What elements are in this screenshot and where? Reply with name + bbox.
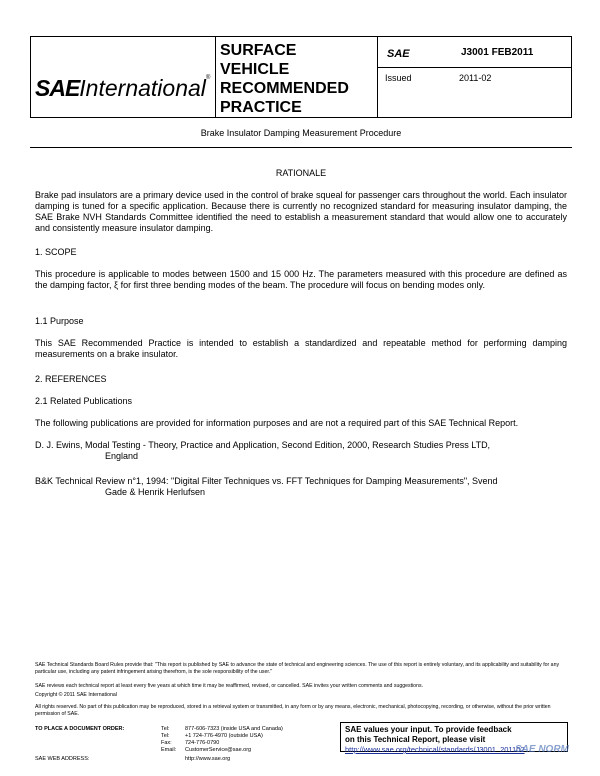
document-type: SURFACE VEHICLE RECOMMENDED PRACTICE: [220, 42, 349, 116]
sae-mark: SAE: [387, 48, 410, 60]
rationale-text: Brake pad insulators are a primary device used in the control of brake squeal for passenger cars throughout the world. Each insulator damping is tuned for a specific application. Because there is currently no recognized standard for measuring insulator damping, the SAE Brake NVH Standards Committee identified the need to establish a measurement standard that would allow one to accurately and consistently measure insulator damping.: [35, 190, 567, 233]
footer-rights: All rights reserved. No part of this publication may be reproduced, stored in a retrieval system or transmitted, in any form or by any means, electronic, mechanical, photocopying, recording, or otherwise, without the prior written permission of SAE.: [35, 704, 551, 717]
references-intro: The following publications are provided for information purposes and are not a required part of this SAE Technical Report.: [35, 418, 519, 428]
footer-copyright: Copyright © 2011 SAE International: [35, 692, 117, 698]
purpose-text: This SAE Recommended Practice is intended to establish a standardized and repeatable method for performing damping measurements on a brake insulator.: [35, 338, 567, 359]
footer-policy: SAE Technical Standards Board Rules provide that: "This report is published by SAE to advance the state of technical and engineering sciences. The use of this report is entirely voluntary, and its applicability and suitability for any particular use, including any patent infringement arising therefrom, is the sole responsibility of the user.": [35, 662, 560, 675]
issued-label: Issued: [385, 73, 412, 83]
footer-review: SAE reviews each technical report at least every five years at which time it may be reaffirmed, revised, or cancelled. SAE invites your written comments and suggestions.: [35, 683, 423, 689]
document-title: Brake Insulator Damping Measurement Procedure: [200, 128, 402, 138]
reference-item: D. J. Ewins, Modal Testing - Theory, Practice and Application, Second Edition, 2000, Research Studies Press LTD, England: [35, 440, 491, 461]
web-link[interactable]: http://www.sae.org: [185, 756, 231, 762]
fax-number: 724-776-0790: [185, 740, 220, 746]
purpose-heading: 1.1 Purpose: [35, 316, 84, 326]
related-publications-heading: 2.1 Related Publications: [35, 396, 133, 406]
sae-international-logo: SAEInternational®: [35, 75, 211, 101]
references-heading: 2. REFERENCES: [35, 374, 107, 384]
header-divider: [377, 37, 378, 117]
phone-inside: 877-606-7323 (inside USA and Canada): [185, 726, 283, 732]
phone-outside: +1 724-776-4970 (outside USA): [185, 733, 263, 739]
scope-heading: 1. SCOPE: [35, 247, 77, 257]
feedback-link[interactable]: http://www.sae.org/technical/standards/J3001_201102: [345, 745, 525, 754]
feedback-box: SAE values your input. To provide feedback on this Technical Report, please visit http://www.sae.org/technical/standards/J3001_201102: [340, 722, 568, 752]
reference-item: B&K Technical Review n°1, 1994: "Digital Filter Techniques vs. FFT Techniques for Damping Measurements", Svend Gade & Henrik Herlufsen: [35, 476, 498, 497]
document-header: [30, 36, 572, 118]
scope-text: This procedure is applicable to modes between 1500 and 15 000 Hz. The parameters measured with this procedure are defined as the damping factor, ξ for first three bending modes of the beam. The procedure will focus on bending modes only.: [35, 269, 567, 290]
email-link[interactable]: CustomerService@sae.org: [185, 747, 252, 753]
order-label: TO PLACE A DOCUMENT ORDER:: [35, 726, 125, 732]
header-divider: [377, 67, 571, 68]
rationale-heading: RATIONALE: [275, 168, 327, 178]
watermark: SAE NORM: [515, 744, 569, 755]
document-number: J3001 FEB2011: [461, 47, 534, 58]
web-label: SAE WEB ADDRESS:: [35, 756, 90, 762]
title-separator: [30, 147, 572, 148]
header-divider: [215, 37, 216, 117]
issued-date: 2011-02: [459, 73, 492, 83]
